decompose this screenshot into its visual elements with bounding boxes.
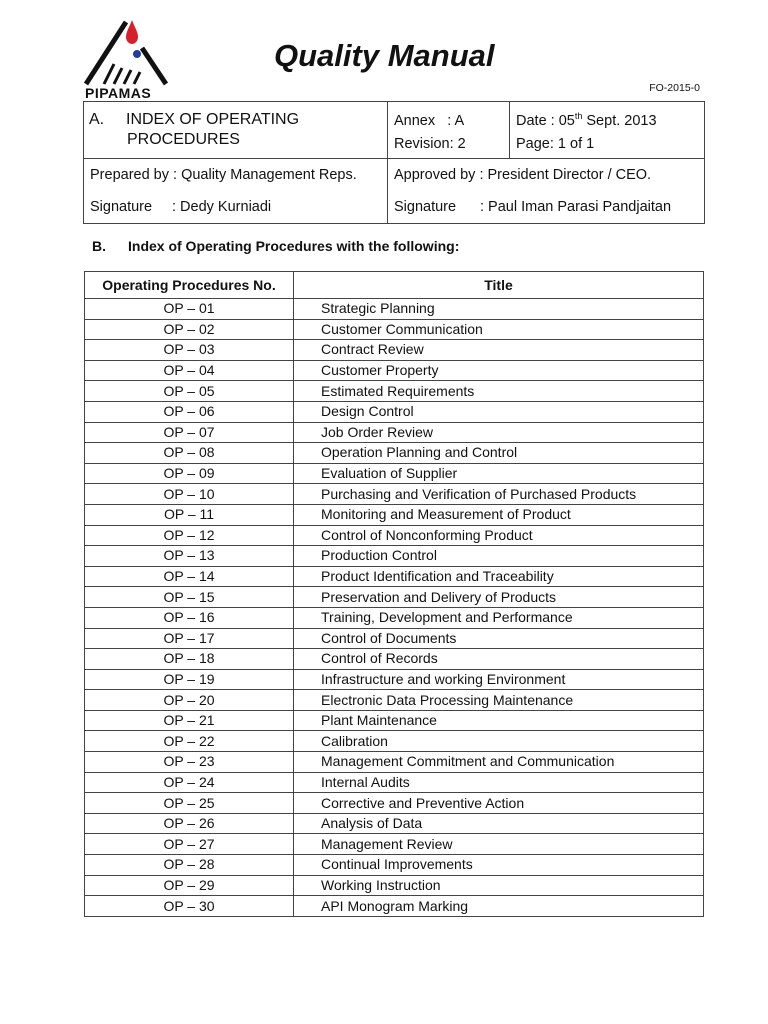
- signature-label: Signature: [394, 199, 457, 215]
- prepared-by-cell: [84, 159, 388, 224]
- header-info-table: [83, 101, 705, 224]
- prepared-signature: [90, 191, 387, 223]
- procedure-title: Continual Improvements: [294, 855, 704, 876]
- table-body: [85, 299, 704, 917]
- procedure-number: OP – 13: [85, 546, 294, 567]
- procedure-title: Evaluation of Supplier: [294, 463, 704, 484]
- procedure-number: OP – 05: [85, 381, 294, 402]
- procedure-title: Control of Nonconforming Product: [294, 525, 704, 546]
- section-b-heading: [92, 238, 459, 254]
- procedure-number: OP – 29: [85, 875, 294, 896]
- table-row: [85, 628, 704, 649]
- procedure-title: Management Review: [294, 834, 704, 855]
- date-prefix: Date : 05: [516, 113, 575, 129]
- prepared-by: Prepared by : Quality Management Reps.: [90, 167, 357, 183]
- column-header-title: Title: [294, 272, 704, 299]
- procedure-title: API Monogram Marking: [294, 896, 704, 917]
- table-row: [85, 834, 704, 855]
- procedure-number: OP – 24: [85, 772, 294, 793]
- table-row: [85, 896, 704, 917]
- procedure-number: OP – 28: [85, 855, 294, 876]
- table-row: [85, 422, 704, 443]
- signature-left-value: : Dedy Kurniadi: [172, 199, 272, 215]
- procedure-title: Internal Audits: [294, 772, 704, 793]
- procedure-title: Monitoring and Measurement of Product: [294, 504, 704, 525]
- table-row: [85, 793, 704, 814]
- date: [516, 110, 704, 133]
- approved-signature: [394, 191, 704, 223]
- table-row: [85, 319, 704, 340]
- procedure-title: Customer Property: [294, 360, 704, 381]
- procedure-number: OP – 12: [85, 525, 294, 546]
- procedure-title: Estimated Requirements: [294, 381, 704, 402]
- logo-line: [124, 70, 131, 84]
- procedure-title: Analysis of Data: [294, 813, 704, 834]
- procedure-title: Control of Documents: [294, 628, 704, 649]
- approved-by-cell: [388, 159, 705, 224]
- table-row: [85, 360, 704, 381]
- procedure-number: OP – 17: [85, 628, 294, 649]
- procedure-title: Design Control: [294, 401, 704, 422]
- table-row: [85, 299, 704, 320]
- section-a-cell: [84, 102, 388, 159]
- date-superscript: th: [574, 111, 583, 122]
- table-row: [85, 710, 704, 731]
- approved-by: Approved by : President Director / CEO.: [394, 167, 652, 183]
- table-row: [85, 401, 704, 422]
- procedure-title: Production Control: [294, 546, 704, 567]
- procedure-number: OP – 08: [85, 443, 294, 464]
- procedure-number: OP – 26: [85, 813, 294, 834]
- procedure-number: OP – 01: [85, 299, 294, 320]
- section-a-letter: A.: [89, 111, 105, 128]
- procedure-title: Calibration: [294, 731, 704, 752]
- document-title: Quality Manual: [274, 38, 495, 73]
- table-row: [85, 690, 704, 711]
- annex-label: Annex: [394, 113, 436, 129]
- signature-right-value: : Paul Iman Parasi Pandjaitan: [480, 199, 672, 215]
- procedure-number: OP – 03: [85, 340, 294, 361]
- signature-label: Signature: [90, 199, 153, 215]
- table-row: [85, 752, 704, 773]
- table-row: [85, 813, 704, 834]
- procedure-number: OP – 23: [85, 752, 294, 773]
- procedure-number: OP – 20: [85, 690, 294, 711]
- pipamas-logo-icon: [84, 18, 168, 86]
- procedure-number: OP – 10: [85, 484, 294, 505]
- procedure-number: OP – 27: [85, 834, 294, 855]
- logo-line: [104, 64, 114, 84]
- procedure-title: Plant Maintenance: [294, 710, 704, 731]
- procedure-title: Preservation and Delivery of Products: [294, 587, 704, 608]
- procedure-number: OP – 25: [85, 793, 294, 814]
- procedure-number: OP – 14: [85, 566, 294, 587]
- table-row: [85, 669, 704, 690]
- table-row: [85, 546, 704, 567]
- brand-name: PIPAMAS: [85, 85, 152, 101]
- page-number: Page: 1 of 1: [516, 136, 595, 152]
- annex-revision-cell: [388, 102, 510, 159]
- form-code: FO-2015-0: [649, 82, 700, 94]
- procedure-title: Operation Planning and Control: [294, 443, 704, 464]
- procedure-title: Contract Review: [294, 340, 704, 361]
- procedure-title: Corrective and Preventive Action: [294, 793, 704, 814]
- procedure-number: OP – 22: [85, 731, 294, 752]
- table-row: [85, 649, 704, 670]
- blue-dot-icon: [133, 50, 141, 58]
- procedure-number: OP – 04: [85, 360, 294, 381]
- section-b-text: Index of Operating Procedures with the following:: [128, 238, 460, 254]
- date-suffix: Sept. 2013: [582, 113, 657, 129]
- procedure-number: OP – 11: [85, 504, 294, 525]
- procedure-title: Working Instruction: [294, 875, 704, 896]
- table-header-row: [85, 272, 704, 299]
- section-a-heading-line2: PROCEDURES: [127, 131, 240, 148]
- logo-line: [134, 72, 140, 84]
- table-row: [85, 607, 704, 628]
- procedure-title: Management Commitment and Communication: [294, 752, 704, 773]
- procedure-title: Training, Development and Performance: [294, 607, 704, 628]
- revision: Revision: 2: [394, 136, 466, 152]
- procedure-title: Customer Communication: [294, 319, 704, 340]
- section-a-heading-line1: INDEX OF OPERATING: [126, 111, 300, 128]
- table-row: [85, 381, 704, 402]
- procedure-number: OP – 02: [85, 319, 294, 340]
- table-row: [85, 855, 704, 876]
- procedure-number: OP – 15: [85, 587, 294, 608]
- table-row: [85, 587, 704, 608]
- procedure-number: OP – 18: [85, 649, 294, 670]
- table-row: [85, 340, 704, 361]
- procedure-number: OP – 07: [85, 422, 294, 443]
- procedure-title: Product Identification and Traceability: [294, 566, 704, 587]
- procedure-title: Job Order Review: [294, 422, 704, 443]
- section-b-letter: B.: [92, 238, 106, 254]
- table-row: [85, 525, 704, 546]
- column-header-number: Operating Procedures No.: [85, 272, 294, 299]
- procedure-title: Strategic Planning: [294, 299, 704, 320]
- operating-procedures-table: [84, 271, 704, 917]
- logo-line: [114, 68, 122, 84]
- table-row: [85, 731, 704, 752]
- procedure-title: Control of Records: [294, 649, 704, 670]
- procedure-number: OP – 16: [85, 607, 294, 628]
- procedure-title: Purchasing and Verification of Purchased Products: [294, 484, 704, 505]
- table-row: [85, 504, 704, 525]
- procedure-number: OP – 19: [85, 669, 294, 690]
- date-page-cell: [510, 102, 705, 159]
- procedure-title: Infrastructure and working Environment: [294, 669, 704, 690]
- logo-triangle-right: [142, 48, 166, 84]
- procedure-number: OP – 30: [85, 896, 294, 917]
- annex-value: : A: [447, 113, 465, 129]
- table-row: [85, 566, 704, 587]
- table-row: [85, 443, 704, 464]
- table-row: [85, 484, 704, 505]
- procedure-number: OP – 06: [85, 401, 294, 422]
- table-row: [85, 463, 704, 484]
- procedure-number: OP – 21: [85, 710, 294, 731]
- table-row: [85, 772, 704, 793]
- table-row: [85, 875, 704, 896]
- procedure-number: OP – 09: [85, 463, 294, 484]
- procedure-title: Electronic Data Processing Maintenance: [294, 690, 704, 711]
